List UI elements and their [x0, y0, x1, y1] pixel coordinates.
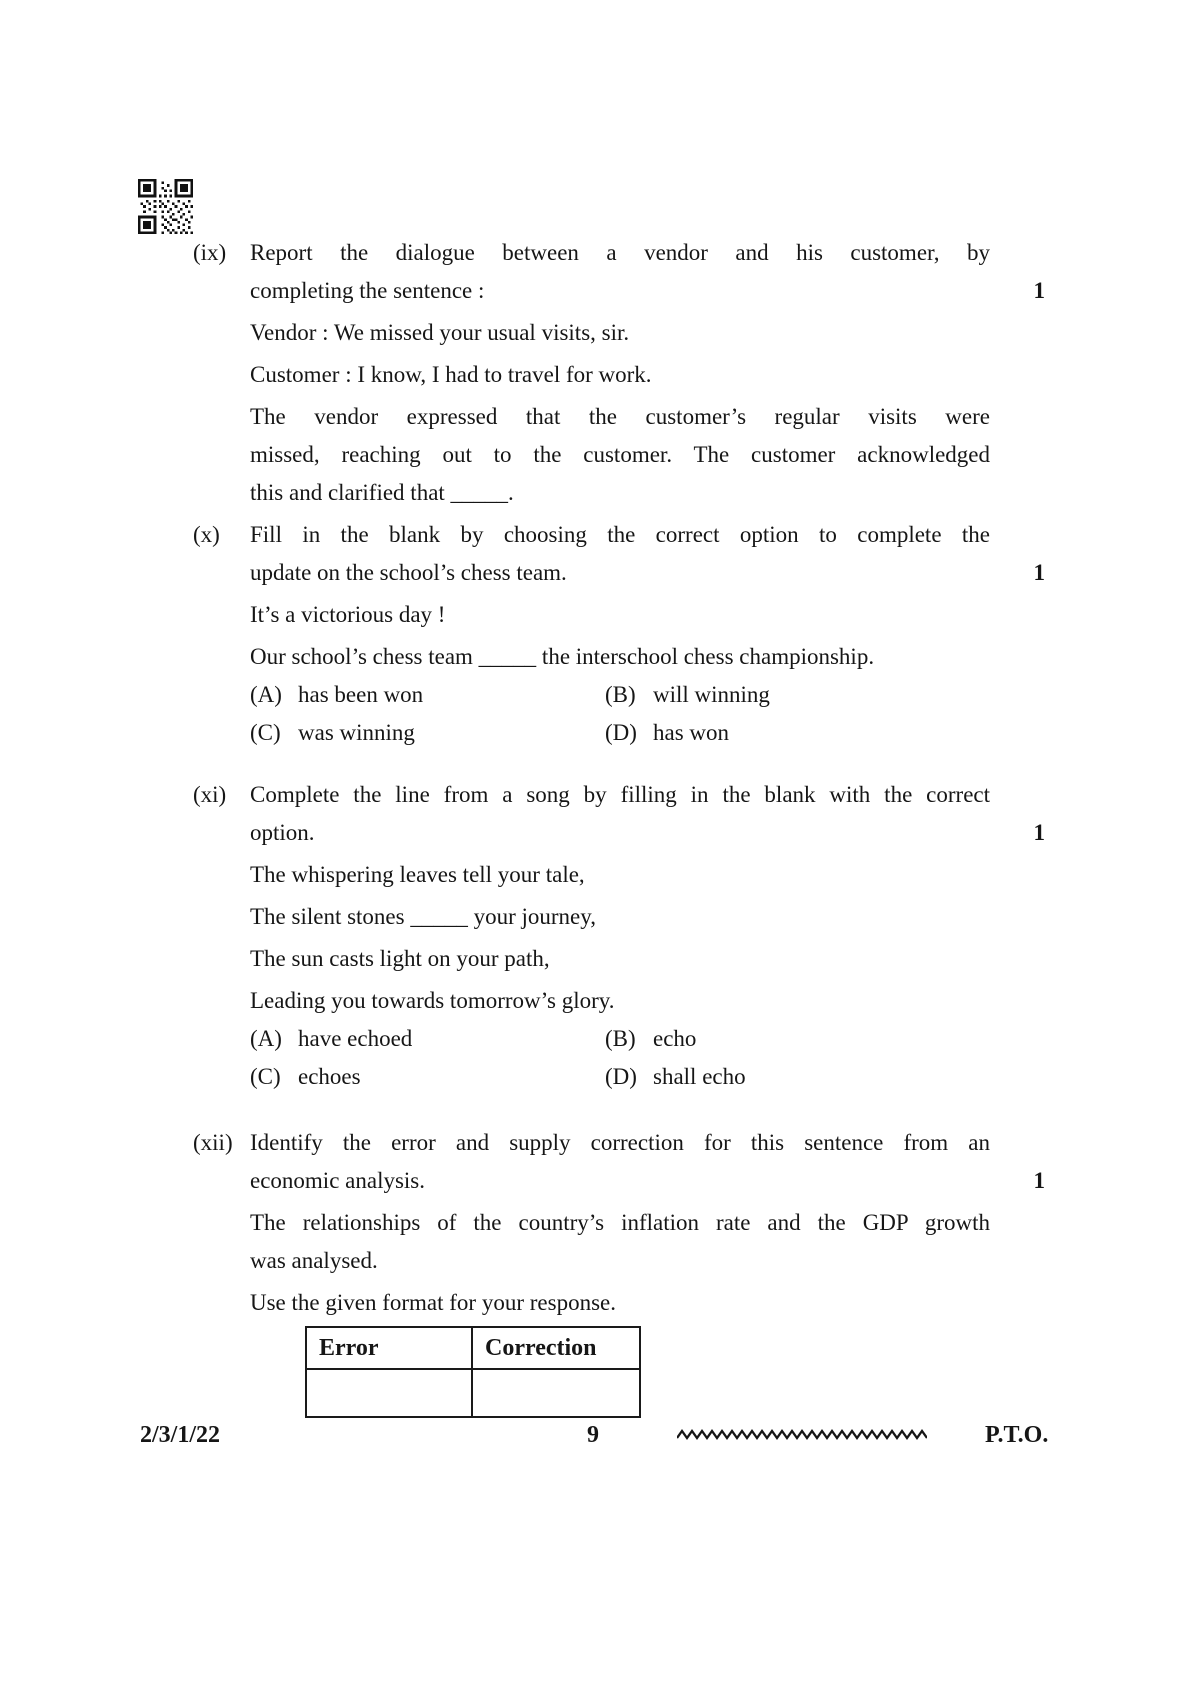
marks-value: 1 — [1033, 820, 1045, 845]
marks-value: 1 — [1033, 560, 1045, 585]
paragraph-line: was analysed. — [250, 1248, 378, 1273]
question-xii — [193, 1124, 1053, 1418]
pto-label: P.T.O. — [985, 1422, 1049, 1448]
question-stem-line: economic analysis. — [250, 1168, 426, 1193]
question-stem-line: update on the school’s chess team. — [250, 560, 567, 585]
options-row — [250, 714, 990, 752]
table-cell-correction — [472, 1369, 640, 1417]
format-note-line: Use the given format for your response. — [250, 1290, 616, 1315]
option-d — [605, 714, 960, 752]
option-label: (B) — [605, 682, 636, 707]
option-label: (A) — [250, 682, 282, 707]
sentence-paragraph — [250, 1204, 990, 1280]
exclamation-line: It’s a victorious day ! — [250, 602, 446, 627]
option-a — [250, 676, 605, 714]
option-label: (C) — [250, 720, 281, 745]
option-b — [605, 676, 960, 714]
option-text: have echoed — [298, 1026, 413, 1051]
question-xi — [193, 776, 1053, 1096]
question-number: (xii) — [193, 1130, 233, 1155]
dialogue-customer-line: Customer : I know, I had to travel for work. — [250, 362, 652, 387]
fill-in-blank-line: Our school’s chess team _____ the interschool chess championship. — [250, 644, 875, 669]
dialogue-vendor-line: Vendor : We missed your usual visits, sir. — [250, 320, 630, 345]
table-cell-error — [306, 1369, 472, 1417]
option-text: shall echo — [653, 1064, 746, 1089]
squiggle-divider — [677, 1428, 927, 1442]
option-label: (A) — [250, 1026, 282, 1051]
marks-value: 1 — [1033, 1168, 1045, 1193]
song-line: Leading you towards tomorrow’s glory. — [250, 988, 615, 1013]
paragraph-line: missed, reaching out to the customer. The customer acknowledged — [250, 442, 990, 467]
song-line: The sun casts light on your path, — [250, 946, 550, 971]
marks-value: 1 — [1033, 278, 1045, 303]
options-row — [250, 676, 990, 714]
question-paper-body — [193, 234, 1053, 1418]
question-stem-line: Complete the line from a song by filling in the blank with the correct — [250, 782, 990, 807]
option-text: will winning — [653, 682, 770, 707]
option-label: (C) — [250, 1064, 281, 1089]
question-stem-line: option. — [250, 820, 315, 845]
option-b — [605, 1020, 960, 1058]
song-line: The whispering leaves tell your tale, — [250, 862, 585, 887]
paragraph-line: The relationships of the country’s inflation rate and the GDP growth — [250, 1210, 990, 1235]
option-text: was winning — [298, 720, 415, 745]
reported-speech-paragraph — [250, 398, 990, 512]
option-c — [250, 1058, 605, 1096]
table-row — [306, 1369, 640, 1417]
page-number: 9 — [587, 1422, 599, 1448]
option-label: (D) — [605, 1064, 637, 1089]
option-label: (D) — [605, 720, 637, 745]
option-text: echo — [653, 1026, 697, 1051]
question-stem-line: completing the sentence : — [250, 278, 485, 303]
question-number: (x) — [193, 522, 220, 547]
question-x — [193, 516, 1053, 752]
option-text: echoes — [298, 1064, 361, 1089]
song-line-with-blank: The silent stones _____ your journey, — [250, 904, 597, 929]
question-ix — [193, 234, 1053, 512]
error-correction-table — [305, 1326, 641, 1418]
question-stem-line: Fill in the blank by choosing the correct option to complete the — [250, 522, 990, 547]
qr-code — [138, 179, 193, 234]
option-label: (B) — [605, 1026, 636, 1051]
table-header-correction: Correction — [472, 1327, 640, 1369]
table-header-error: Error — [306, 1327, 472, 1369]
option-text: has been won — [298, 682, 424, 707]
paper-code: 2/3/1/22 — [140, 1422, 221, 1448]
option-d — [605, 1058, 960, 1096]
question-stem-line: Report the dialogue between a vendor and his customer, by — [250, 240, 990, 265]
options-row — [250, 1058, 990, 1096]
option-a — [250, 1020, 605, 1058]
question-number: (xi) — [193, 782, 227, 807]
options-row — [250, 1020, 990, 1058]
option-text: has won — [653, 720, 730, 745]
question-stem-line: Identify the error and supply correction for this sentence from an — [250, 1130, 990, 1155]
option-c — [250, 714, 605, 752]
table-header-row — [306, 1327, 640, 1369]
question-number: (ix) — [193, 240, 227, 265]
paragraph-line: The vendor expressed that the customer’s regular visits were — [250, 404, 990, 429]
paragraph-line-with-blank: this and clarified that _____. — [250, 480, 514, 505]
